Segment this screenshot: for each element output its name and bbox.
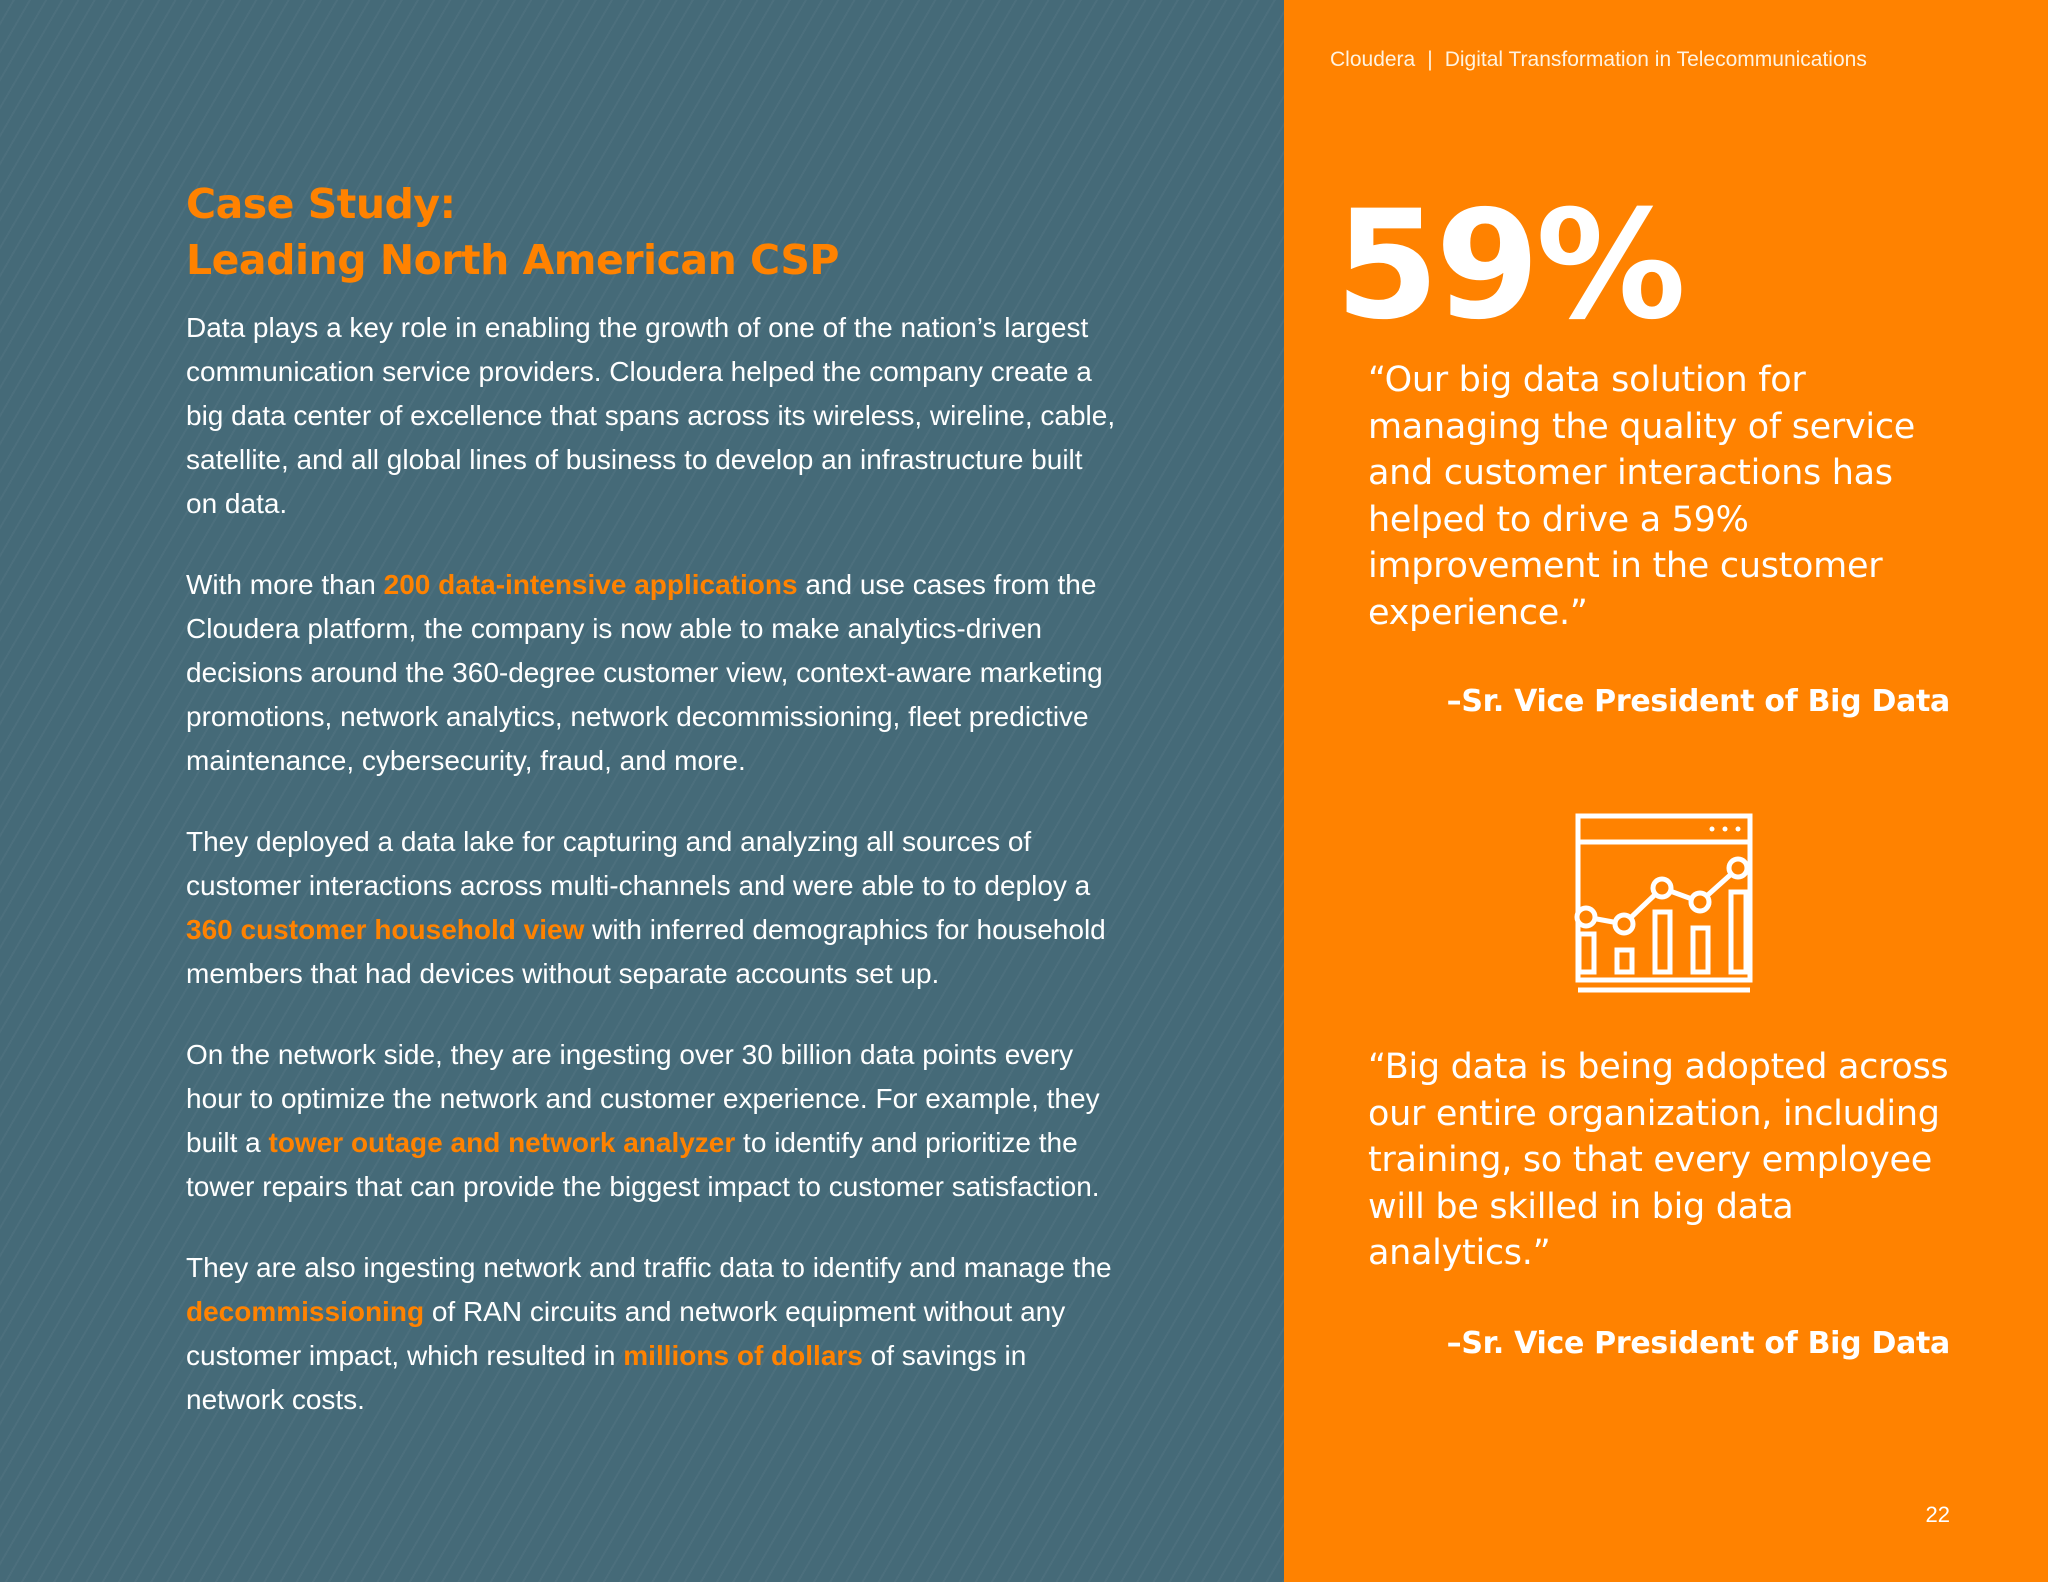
paragraph-text: of savings in network costs. (186, 1340, 1027, 1415)
paragraph-text: On the network side, they are ingesting over 30 billion data points every hour to optimize the network and customer experience. For example, they built a (186, 1039, 1100, 1158)
paragraph-1: Data plays a key role in enabling the growth of one of the nation’s largest communication service providers. Cloudera helped the company create a big data center of excellence that spans across its wireless, wireline, cable, satellite, and all global lines of business to develop an infrastructure built on data. (186, 312, 1116, 519)
analytics-chart-icon (1572, 812, 1756, 996)
window-dot (1736, 827, 1741, 832)
running-header (1330, 48, 1966, 72)
chart-point (1653, 879, 1671, 897)
paragraph-2 (186, 563, 1121, 783)
paragraph-5 (186, 1246, 1121, 1422)
chart-point (1691, 893, 1709, 911)
quote-2-attribution: –Sr. Vice President of Big Data (1446, 1326, 1950, 1361)
header-separator: | (1427, 48, 1433, 71)
page-number: 22 (1925, 1502, 1950, 1527)
chart-point (1577, 908, 1595, 926)
paragraph-text: to identify and prioritize the tower repairs that can provide the biggest impact to customer satisfaction. (186, 1127, 1100, 1202)
case-study-body (186, 306, 1121, 1459)
chart-point (1729, 859, 1747, 877)
chart-bar (1617, 950, 1632, 972)
highlight-text: 360 customer household view (186, 914, 585, 945)
window-dot (1710, 827, 1715, 832)
case-study-title (186, 176, 1186, 288)
chart-bar (1731, 892, 1746, 972)
stat-59-percent: 59% (1335, 179, 1683, 353)
chart-bar (1655, 912, 1670, 972)
chart-bar (1579, 934, 1594, 972)
paragraph-4 (186, 1033, 1121, 1209)
title-line-2: Leading North American CSP (186, 236, 839, 284)
quote-2: “Big data is being adopted across our entire organization, including training, so that every employee will be skilled in big data analytics.” (1368, 1047, 1949, 1273)
paragraph-text: They deployed a data lake for capturing and analyzing all sources of customer interactions across multi-channels and were able to to deploy a (186, 826, 1091, 901)
paragraph-text: with inferred demographics for household members that had devices without separate accounts set up. (186, 914, 1106, 989)
highlight-text: tower outage and network analyzer (268, 1127, 736, 1158)
title-line-1: Case Study: (186, 180, 456, 228)
paragraph-text: of RAN circuits and network equipment without any customer impact, which resulted in (186, 1296, 1066, 1371)
paragraph-text: They are also ingesting network and traffic data to identify and manage the (186, 1252, 1112, 1283)
chart-point (1615, 915, 1633, 933)
highlight-text: millions of dollars (623, 1340, 863, 1371)
chart-bar (1693, 928, 1708, 972)
highlight-text: 200 data-intensive applications (383, 569, 798, 600)
highlight-text: decommissioning (186, 1296, 425, 1327)
window-dot (1723, 827, 1728, 832)
paragraph-3 (186, 820, 1121, 996)
quote-1-attribution: –Sr. Vice President of Big Data (1446, 684, 1950, 719)
header-title: Digital Transformation in Telecommunications (1444, 48, 1867, 71)
header-brand: Cloudera (1330, 48, 1416, 71)
quote-1: “Our big data solution for managing the quality of service and customer interactions has helped to drive a 59% improvement in the customer experience.” (1368, 360, 1915, 633)
paragraph-text: With more than (186, 569, 384, 600)
paragraph-text: and use cases from the Cloudera platform, the company is now able to make analytics-driven decisions around the 360-degree customer view, context-aware marketing promotions, network analytics, network decommissioning, fleet predictive maintenance, cybersecurity, fraud, and more. (186, 569, 1103, 776)
